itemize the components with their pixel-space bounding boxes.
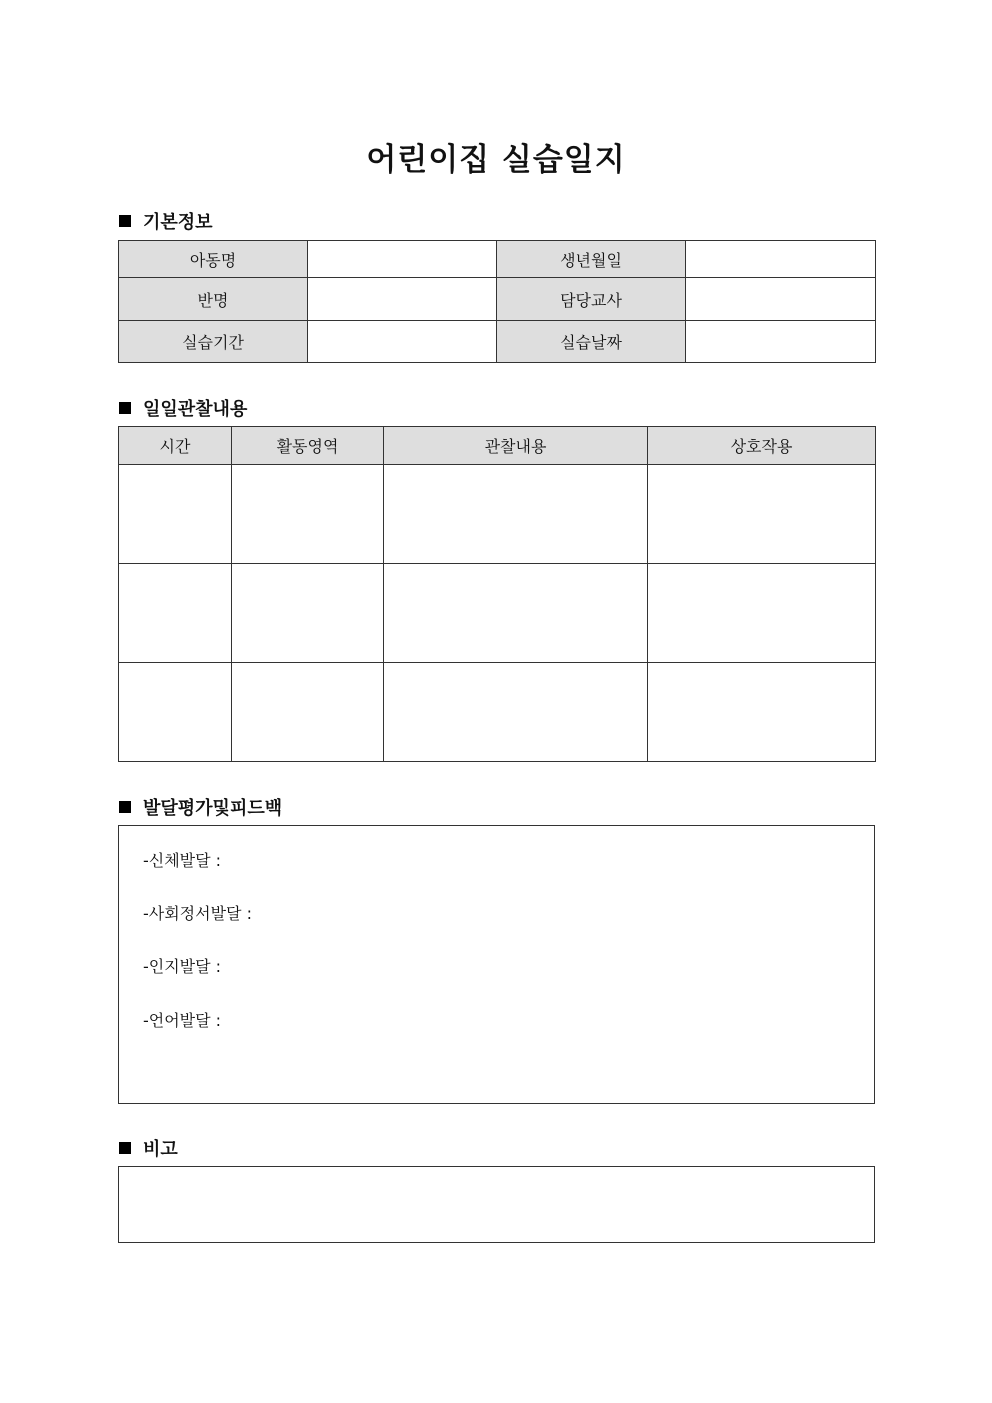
observation-table [118, 426, 876, 762]
activity-area-cell[interactable] [232, 564, 384, 663]
observation-cell[interactable] [384, 663, 648, 762]
remarks-box[interactable] [118, 1166, 875, 1243]
observation-cell[interactable] [384, 564, 648, 663]
social-emotional-development-item: -사회정서발달 : [143, 904, 252, 923]
table-row [119, 564, 876, 663]
interaction-cell[interactable] [648, 564, 876, 663]
col-header-interaction: 상호작용 [648, 427, 876, 465]
practicum-date-label: 실습날짜 [497, 321, 686, 363]
interaction-cell[interactable] [648, 663, 876, 762]
child-name-field[interactable] [308, 241, 497, 278]
basic-info-heading [119, 208, 213, 234]
col-header-activity-area: 활동영역 [232, 427, 384, 465]
teacher-label: 담당교사 [497, 278, 686, 321]
birth-date-label: 생년월일 [497, 241, 686, 278]
observation-cell[interactable] [384, 465, 648, 564]
interaction-cell[interactable] [648, 465, 876, 564]
development-heading-label: 발달평가및피드백 [143, 798, 283, 819]
practicum-period-field[interactable] [308, 321, 497, 363]
basic-info-heading-label: 기본정보 [143, 212, 213, 233]
time-cell[interactable] [119, 465, 232, 564]
basic-info-row [119, 241, 876, 278]
observation-header-row [119, 427, 876, 465]
page-title: 어린이집 실습일지 [366, 142, 626, 178]
class-name-label: 반명 [119, 278, 308, 321]
activity-area-cell[interactable] [232, 663, 384, 762]
square-bullet-icon [119, 402, 131, 414]
basic-info-row [119, 278, 876, 321]
time-cell[interactable] [119, 564, 232, 663]
physical-development-item: -신체발달 : [143, 851, 222, 870]
table-row [119, 663, 876, 762]
col-header-observation: 관찰내용 [384, 427, 648, 465]
development-heading [119, 794, 282, 820]
remarks-heading [119, 1135, 178, 1161]
class-name-field[interactable] [308, 278, 497, 321]
cognitive-development-item: -인지발달 : [143, 957, 222, 976]
square-bullet-icon [119, 801, 131, 813]
child-name-label: 아동명 [119, 241, 308, 278]
square-bullet-icon [119, 215, 131, 227]
activity-area-cell[interactable] [232, 465, 384, 564]
remarks-heading-label: 비고 [143, 1139, 178, 1160]
language-development-item: -언어발달 : [143, 1011, 222, 1030]
observation-heading-label: 일일관찰내용 [143, 399, 248, 420]
basic-info-row [119, 321, 876, 363]
col-header-time: 시간 [119, 427, 232, 465]
practicum-date-field[interactable] [686, 321, 876, 363]
practicum-period-label: 실습기간 [119, 321, 308, 363]
table-row [119, 465, 876, 564]
teacher-field[interactable] [686, 278, 876, 321]
birth-date-field[interactable] [686, 241, 876, 278]
development-feedback-box[interactable] [118, 825, 875, 1104]
time-cell[interactable] [119, 663, 232, 762]
observation-heading [119, 395, 247, 421]
square-bullet-icon [119, 1142, 131, 1154]
basic-info-table [118, 240, 876, 363]
